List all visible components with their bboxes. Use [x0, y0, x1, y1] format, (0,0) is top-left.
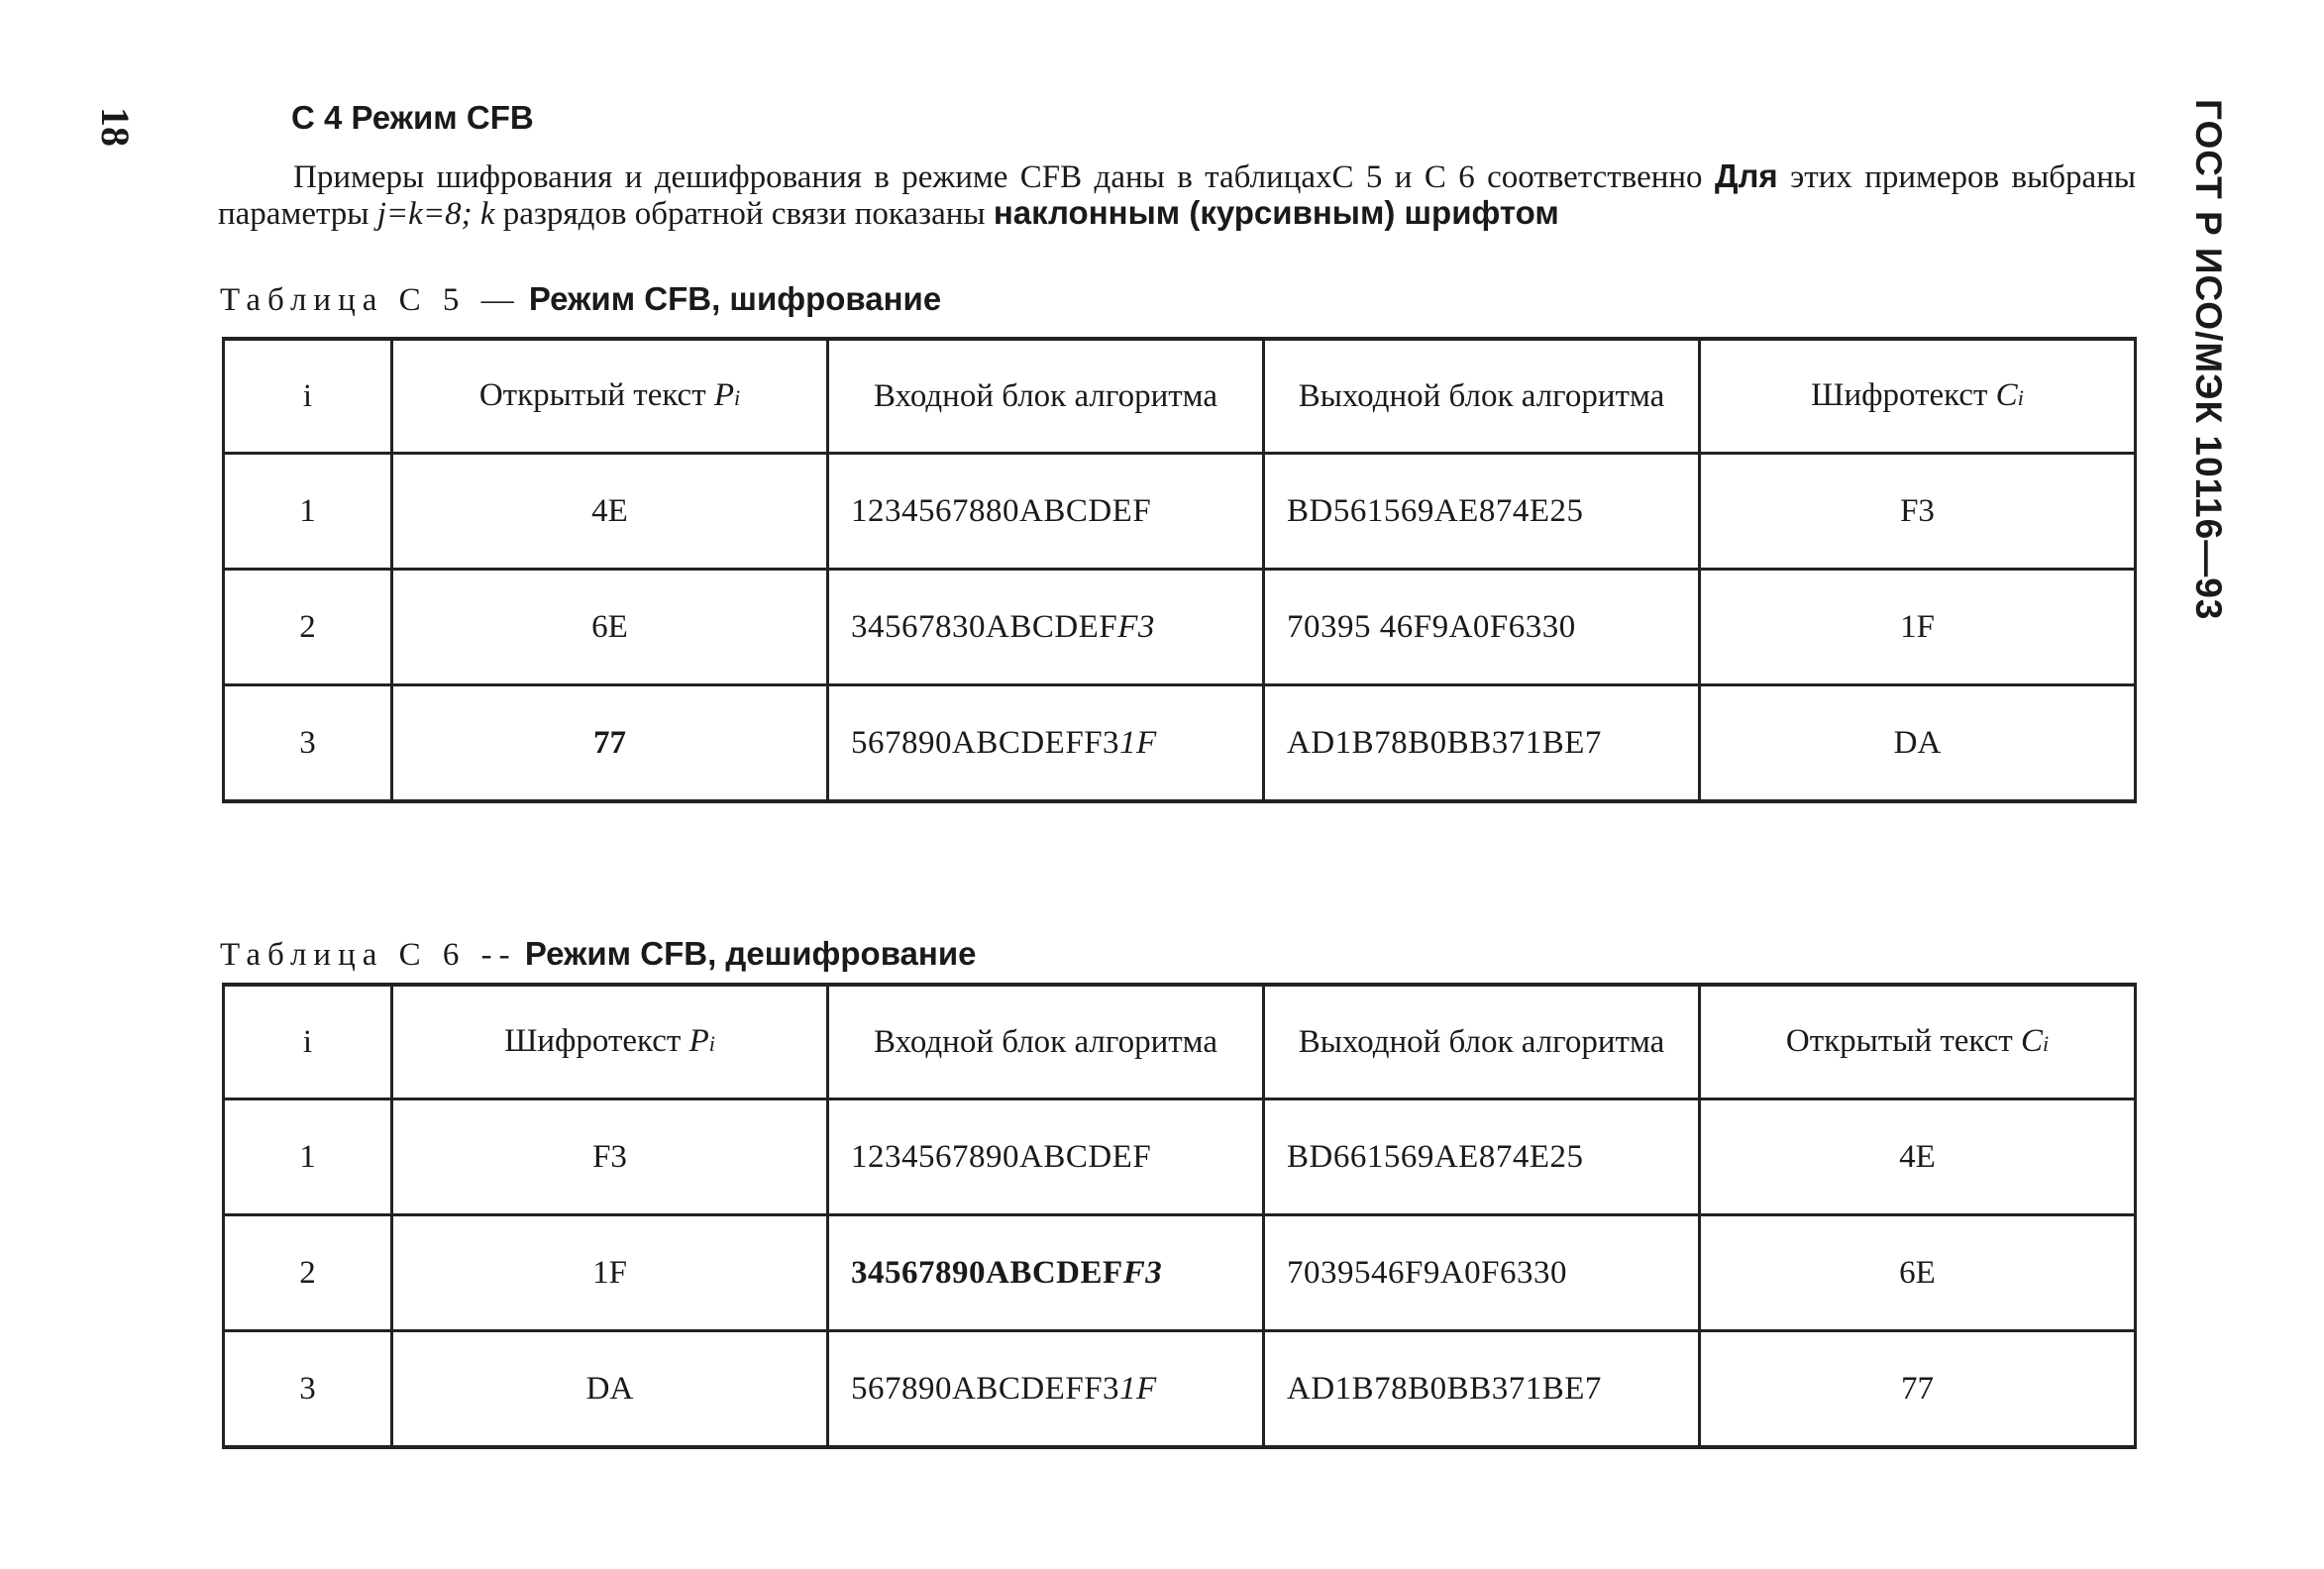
table-row	[224, 685, 2136, 802]
table-c5-header-plaintext-label: Открытый текст	[478, 376, 706, 413]
table-c6-input-value: 34567890ABCDEF	[851, 1254, 1123, 1291]
table-c6-cell-output: 7039546F9A0F6330	[1264, 1215, 1700, 1331]
document-standard-title: ГОСТ Р ИСО/МЭК 10116—93	[2188, 99, 2229, 621]
table-c6-header-plaintext	[1700, 985, 2136, 1099]
table-c5-cell-ciphertext: DA	[1700, 685, 2136, 802]
intro-text: Примеры шифрования и дешифрования в режиме CFB даны в таблицахС 5 и С 6 соответственно	[293, 159, 1703, 195]
table-c5-cell-output: 70395 46F9A0F6330	[1264, 570, 1700, 685]
table-row	[224, 1215, 2136, 1331]
table-c6-caption-prefix: Таблица С 6 --	[220, 937, 517, 973]
table-c5-cell-i: 1	[224, 454, 392, 570]
table-c6-header-plaintext-var: C	[2020, 1022, 2043, 1059]
table-c6	[222, 983, 2137, 1449]
table-c5-cell-input	[828, 570, 1264, 685]
table-c6-header-plaintext-label: Открытый текст	[1785, 1022, 2013, 1059]
table-c5-header-i: i	[224, 339, 392, 454]
table-c6-input-value: 1234567890ABCDEF	[851, 1138, 1152, 1175]
table-c6-header-ciphertext-sub: i	[708, 1030, 715, 1056]
table-c6-caption	[220, 935, 976, 974]
intro-paragraph	[218, 158, 2136, 232]
table-c6-cell-input	[828, 1331, 1264, 1448]
table-c5-input-feedback: F3	[1117, 608, 1155, 645]
table-c5-caption	[220, 280, 941, 319]
table-c5-cell-i: 2	[224, 570, 392, 685]
table-c5-cell-ciphertext: 1F	[1700, 570, 2136, 685]
table-c5-input-feedback: 1F	[1119, 724, 1157, 761]
table-c5-cell-input	[828, 685, 1264, 802]
table-c5-header-output-block: Выходной блок алгоритма	[1264, 339, 1700, 454]
table-c5-cell-input	[828, 454, 1264, 570]
table-c5-header-ciphertext-label: Шифротекст	[1811, 376, 1988, 413]
table-c5-cell-ciphertext: F3	[1700, 454, 2136, 570]
table-c6-cell-input	[828, 1099, 1264, 1215]
table-c6-header-i: i	[224, 985, 392, 1099]
table-c5-input-value: 567890ABCDEFF3	[851, 724, 1120, 761]
section-heading: С 4 Режим CFB	[291, 99, 534, 136]
table-c5-cell-plaintext: 6E	[392, 570, 828, 685]
table-c5-cell-plaintext: 4E	[392, 454, 828, 570]
table-c6-cell-ciphertext: DA	[392, 1331, 828, 1448]
table-c6-caption-title: Режим CFB, дешифрование	[524, 935, 977, 972]
table-c6-cell-i: 1	[224, 1099, 392, 1215]
table-c6-cell-i: 2	[224, 1215, 392, 1331]
table-c5-header-plaintext-sub: i	[734, 384, 741, 410]
table-c6-cell-ciphertext: 1F	[392, 1215, 828, 1331]
table-c6-input-feedback: F3	[1122, 1254, 1163, 1291]
page-number: 18	[93, 107, 138, 147]
table-c6-header-output-block: Выходной блок алгоритма	[1264, 985, 1700, 1099]
table-c5-cell-i: 3	[224, 685, 392, 802]
table-c5-header-row	[224, 339, 2136, 454]
table-c6-cell-ciphertext: F3	[392, 1099, 828, 1215]
table-c6-cell-i: 3	[224, 1331, 392, 1448]
table-c6-cell-plaintext: 6E	[1700, 1215, 2136, 1331]
table-c5-header-ciphertext	[1700, 339, 2136, 454]
table-row	[224, 454, 2136, 570]
table-c5	[222, 337, 2137, 803]
table-c5-cell-output: AD1B78B0BB371BE7	[1264, 685, 1700, 802]
table-c6-cell-output: AD1B78B0BB371BE7	[1264, 1331, 1700, 1448]
table-c6-header-ciphertext	[392, 985, 828, 1099]
table-c5-input-value: 34567830ABCDEF	[851, 608, 1118, 645]
table-c5-header-ciphertext-var: C	[1995, 376, 2018, 413]
table-c6-header-ciphertext-label: Шифротекст	[504, 1022, 682, 1059]
table-c6-cell-plaintext: 4E	[1700, 1099, 2136, 1215]
table-c5-caption-prefix: Таблица С 5 —	[220, 282, 521, 318]
table-c6-cell-output: BD661569AE874E25	[1264, 1099, 1700, 1215]
table-c6-header-ciphertext-var: P	[688, 1022, 709, 1059]
table-c5-cell-output: BD561569AE874E25	[1264, 454, 1700, 570]
table-row	[224, 570, 2136, 685]
table-c5-header-plaintext-var: P	[713, 376, 735, 413]
table-c5-header-ciphertext-sub: i	[2017, 384, 2024, 410]
table-c6-header-plaintext-sub: i	[2042, 1030, 2050, 1056]
table-c5-input-value: 1234567880ABCDEF	[851, 492, 1152, 529]
table-c6-input-feedback: 1F	[1119, 1370, 1157, 1407]
table-c6-header-row	[224, 985, 2136, 1099]
intro-text-3: разрядов обратной связи показаны	[502, 196, 986, 232]
table-c6-cell-plaintext: 77	[1700, 1331, 2136, 1448]
intro-k-var: k	[479, 196, 495, 232]
intro-bold-2: наклонным (курсивным) шрифтом	[993, 194, 1559, 231]
intro-bold-1: Для	[1714, 157, 1778, 194]
intro-text-2: этих примеров выбраны параметры	[218, 159, 2137, 232]
table-c6-header-input-block: Входной блок алгоритма	[828, 985, 1264, 1099]
table-c6-input-value: 567890ABCDEFF3	[851, 1370, 1120, 1407]
table-row	[224, 1331, 2136, 1448]
table-c5-caption-title: Режим CFB, шифрование	[528, 280, 942, 317]
intro-params: j=k=8;	[376, 196, 473, 232]
table-c5-header-input-block: Входной блок алгоритма	[828, 339, 1264, 454]
table-c5-cell-plaintext: 77	[392, 685, 828, 802]
table-c6-cell-input	[828, 1215, 1264, 1331]
table-row	[224, 1099, 2136, 1215]
table-c5-header-plaintext	[392, 339, 828, 454]
